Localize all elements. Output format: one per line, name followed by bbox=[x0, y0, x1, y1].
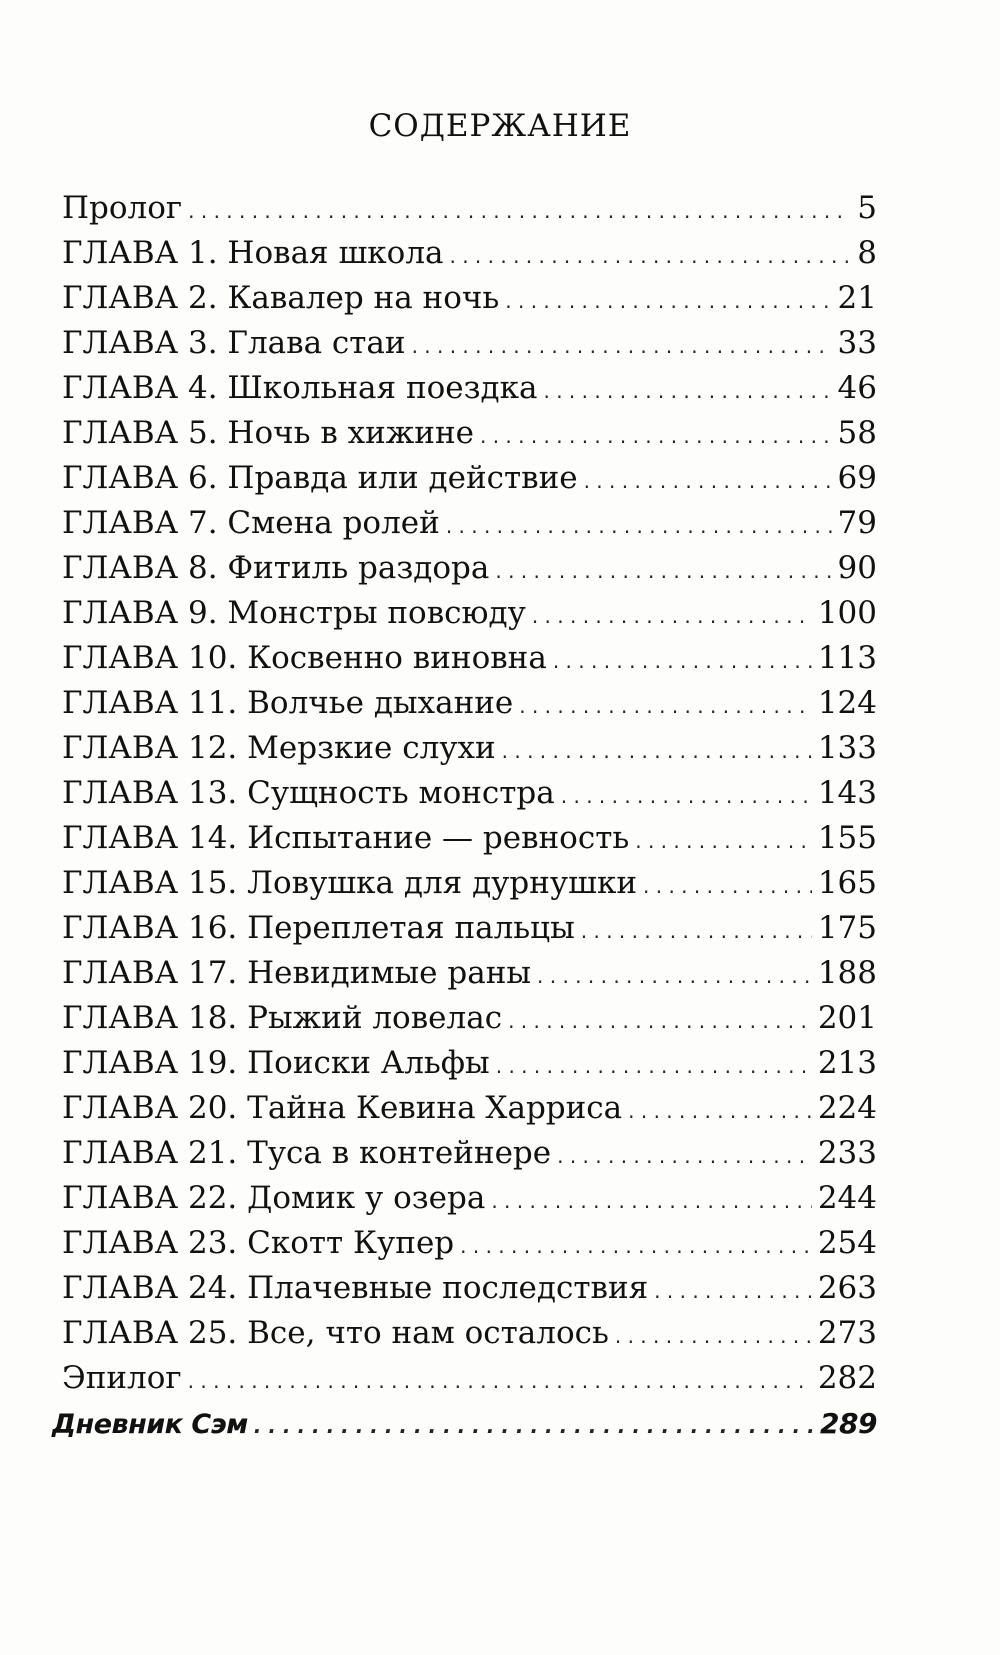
dot-leader bbox=[654, 1279, 812, 1303]
toc-entry-title: ГЛАВА 9. Монстры повсюду bbox=[62, 595, 526, 631]
dot-leader bbox=[496, 1054, 812, 1078]
toc-entry-title: ГЛАВА 2. Кавалер на ночь bbox=[62, 280, 500, 316]
toc-entry-page-number: 143 bbox=[817, 775, 877, 811]
dot-leader bbox=[254, 1414, 814, 1438]
toc-entry-title: ГЛАВА 18. Рыжий ловелас bbox=[62, 1000, 503, 1036]
dot-leader bbox=[508, 1009, 812, 1033]
dot-leader bbox=[561, 784, 812, 808]
toc-entry bbox=[62, 415, 877, 460]
toc-entry-page-number: 124 bbox=[817, 685, 877, 721]
toc-entry-title: Пролог bbox=[62, 190, 183, 226]
dot-leader bbox=[557, 1144, 812, 1168]
toc-entry-title: ГЛАВА 20. Тайна Кевина Харриса bbox=[62, 1090, 623, 1126]
toc-entry bbox=[62, 190, 877, 235]
toc-entry-page-number: 21 bbox=[837, 280, 877, 316]
dot-leader bbox=[628, 1099, 812, 1123]
dot-leader bbox=[519, 694, 812, 718]
toc-entry bbox=[62, 640, 877, 685]
toc-entry-page-number: 213 bbox=[817, 1045, 877, 1081]
toc-entry-title: Эпилог bbox=[62, 1360, 182, 1396]
toc-entry-page-number: 289 bbox=[820, 1407, 877, 1440]
toc-entry-page-number: 254 bbox=[817, 1225, 877, 1261]
toc-entry-title: ГЛАВА 8. Фитиль раздора bbox=[62, 550, 490, 586]
dot-leader bbox=[450, 244, 852, 268]
toc-entry bbox=[62, 1270, 877, 1315]
toc-entry-title: ГЛАВА 23. Скотт Купер bbox=[62, 1225, 455, 1261]
dot-leader bbox=[188, 199, 851, 223]
dot-leader bbox=[412, 334, 832, 358]
toc-entry-title: ГЛАВА 3. Глава стаи bbox=[62, 325, 406, 361]
toc-entry-page-number: 33 bbox=[837, 325, 877, 361]
toc-entry bbox=[62, 235, 877, 280]
toc-entry bbox=[62, 775, 877, 820]
toc-entry-page-number: 133 bbox=[817, 730, 877, 766]
toc-entry bbox=[62, 1090, 877, 1135]
toc-entry-page-number: 8 bbox=[857, 235, 877, 271]
toc-entry bbox=[62, 685, 877, 730]
toc-entry-title: ГЛАВА 22. Домик у озера bbox=[62, 1180, 486, 1216]
dot-leader bbox=[188, 1369, 812, 1393]
dot-leader bbox=[543, 379, 831, 403]
toc-entry-title: ГЛАВА 7. Смена ролей bbox=[62, 505, 440, 541]
toc-entry-title: ГЛАВА 5. Ночь в хижине bbox=[62, 415, 474, 451]
dot-leader bbox=[446, 514, 832, 538]
toc-entry-page-number: 5 bbox=[857, 190, 877, 226]
toc-entry-page-number: 233 bbox=[817, 1135, 877, 1171]
toc-entry-title: ГЛАВА 19. Поиски Альфы bbox=[62, 1045, 490, 1081]
toc-entry bbox=[62, 1315, 877, 1360]
toc-entry bbox=[62, 595, 877, 640]
toc-entry-title: ГЛАВА 16. Переплетая пальцы bbox=[62, 910, 575, 946]
toc-entry-page-number: 79 bbox=[837, 505, 877, 541]
toc-entry-title: ГЛАВА 10. Косвенно виновна bbox=[62, 640, 547, 676]
toc-entry-title: ГЛАВА 21. Туса в контейнере bbox=[62, 1135, 552, 1171]
toc-entry-page-number: 113 bbox=[817, 640, 877, 676]
toc-entry bbox=[62, 865, 877, 910]
toc-entry bbox=[62, 1000, 877, 1045]
dot-leader bbox=[480, 424, 832, 448]
toc-entry-page-number: 58 bbox=[837, 415, 877, 451]
toc-entry-page-number: 46 bbox=[837, 370, 877, 406]
toc-entry-title: ГЛАВА 4. Школьная поездка bbox=[62, 370, 538, 406]
dot-leader bbox=[635, 829, 812, 853]
page-title: СОДЕРЖАНИЕ bbox=[368, 108, 632, 144]
dot-leader bbox=[581, 919, 812, 943]
toc-entry-title: ГЛАВА 13. Сущность монстра bbox=[62, 775, 555, 811]
toc-entry bbox=[62, 505, 877, 550]
toc-entry-title: ГЛАВА 11. Волчье дыхание bbox=[62, 685, 514, 721]
toc-entry bbox=[52, 1407, 877, 1452]
toc-entry bbox=[62, 1180, 877, 1225]
dot-leader bbox=[502, 739, 812, 763]
toc-entry-page-number: 273 bbox=[817, 1315, 877, 1351]
toc-entry bbox=[62, 1045, 877, 1090]
toc-entry-title: ГЛАВА 12. Мерзкие слухи bbox=[62, 730, 496, 766]
toc-entry bbox=[62, 1225, 877, 1270]
toc-entry-page-number: 69 bbox=[837, 460, 877, 496]
toc-entry-title: Дневник Сэм bbox=[52, 1409, 248, 1440]
toc-entry bbox=[62, 820, 877, 865]
toc-entry-title: ГЛАВА 15. Ловушка для дурнушки bbox=[62, 865, 638, 901]
toc-entry bbox=[62, 1135, 877, 1180]
toc-entry-title: ГЛАВА 6. Правда или действие bbox=[62, 460, 578, 496]
toc-entry-page-number: 175 bbox=[817, 910, 877, 946]
toc-entry bbox=[62, 325, 877, 370]
toc-entry-page-number: 201 bbox=[817, 1000, 877, 1036]
toc-entry-page-number: 224 bbox=[817, 1090, 877, 1126]
toc-entry-page-number: 165 bbox=[817, 865, 877, 901]
dot-leader bbox=[532, 604, 812, 628]
toc-entry bbox=[62, 730, 877, 775]
dot-leader bbox=[584, 469, 832, 493]
toc-entry bbox=[62, 370, 877, 415]
toc-entry-page-number: 100 bbox=[817, 595, 877, 631]
toc-entry-title: ГЛАВА 24. Плачевные последствия bbox=[62, 1270, 649, 1306]
toc-entry-page-number: 282 bbox=[817, 1360, 877, 1396]
toc-entry bbox=[62, 910, 877, 955]
dot-leader bbox=[537, 964, 812, 988]
toc-entry bbox=[62, 280, 877, 325]
dot-leader bbox=[505, 289, 831, 313]
dot-leader bbox=[615, 1324, 812, 1348]
toc-entry bbox=[62, 1360, 877, 1405]
toc-entry bbox=[62, 955, 877, 1000]
toc-entry-page-number: 188 bbox=[817, 955, 877, 991]
toc-entry-title: ГЛАВА 17. Невидимые раны bbox=[62, 955, 532, 991]
dot-leader bbox=[643, 874, 812, 898]
toc-entry-page-number: 244 bbox=[817, 1180, 877, 1216]
toc-entry-page-number: 90 bbox=[837, 550, 877, 586]
toc-entry-title: ГЛАВА 1. Новая школа bbox=[62, 235, 444, 271]
toc-entry-title: ГЛАВА 14. Испытание — ревность bbox=[62, 820, 630, 856]
dot-leader bbox=[491, 1189, 811, 1213]
toc-entry bbox=[62, 550, 877, 595]
toc-entry-title: ГЛАВА 25. Все, что нам осталось bbox=[62, 1315, 609, 1351]
dot-leader bbox=[460, 1234, 812, 1258]
dot-leader bbox=[553, 649, 812, 673]
toc-entry bbox=[62, 460, 877, 505]
dot-leader bbox=[495, 559, 831, 583]
table-of-contents bbox=[52, 190, 877, 1452]
toc-entry-page-number: 263 bbox=[817, 1270, 877, 1306]
toc-entry-page-number: 155 bbox=[817, 820, 877, 856]
